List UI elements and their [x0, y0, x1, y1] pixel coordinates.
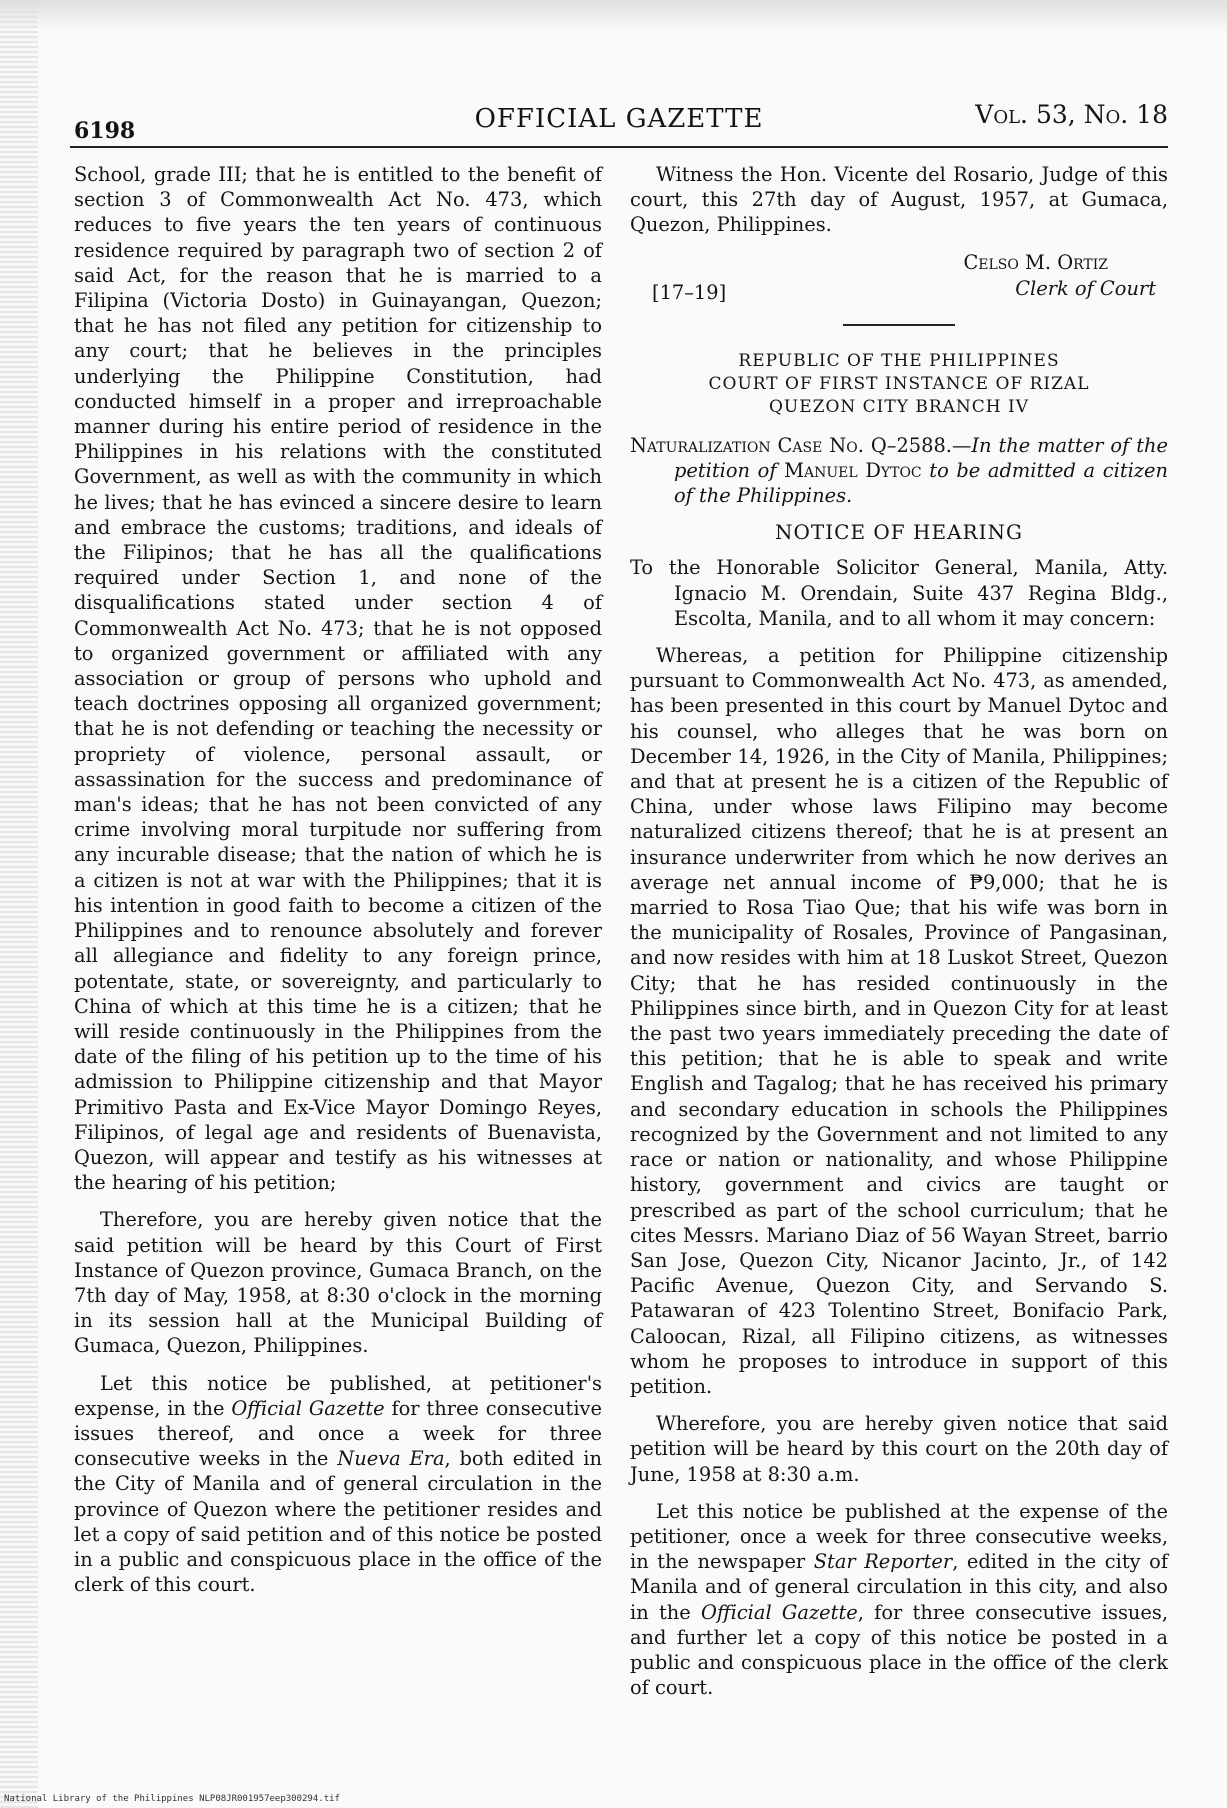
court-line-court: COURT OF FIRST INSTANCE OF RIZAL	[708, 373, 1090, 394]
gazette-title: OFFICIAL GAZETTE	[474, 104, 764, 134]
whereas-paragraph: Whereas, a petition for Philippine citizenship pursuant to Commonwealth Act No. 473, as amended, has been presented in this court by Manuel Dytoc and his counsel, who alleges that he was born on December 14, 1926, in the City of Manila, Philippines; and that at present he is a citizen of the Republic of China, under whose laws Filipino may become naturalized citizens thereof; that he is at present an insurance underwriter from which he now derives an average net annual income of ₱9,000; that he is married to Rosa Tiao Que; that his wife was born in the municipality of Rosales, Province of Pangasinan, and now resides with him at 18 Luskot Street, Quezon City; that he has resided continuously in the Philippines since birth, and in Quezon City for at least the past two years immediately preceding the date of this petition; that he is able to speak and write English and Tagalog; that he has received his primary and secondary education in schools the Philippines recognized by the Government and not limited to any race or nation or nationality, and whose Philippine history, government and civics are taught or prescribed as part of the school curriculum; that he cites Messrs. Mariano Diaz of 56 Wayan Street, barrio San Jose, Quezon City, Nicanor Jacinto, Jr., of 142 Pacific Avenue, Quezon City, and Servando S. Patawaran of 423 Tolentino Street, Bonifacio Park, Caloocan, Rizal, all Filipino citizens, as witnesses whom he proposes to introduce in support of this petition.	[630, 644, 1168, 1398]
right-column	[630, 162, 1168, 1712]
scan-top-noise	[0, 0, 1227, 30]
signatory-name: Celso M. Ortiz	[963, 250, 1108, 274]
publication-star-reporter: Star Reporter	[813, 1550, 953, 1574]
publication-nueva-era: Nueva Era	[337, 1447, 445, 1471]
petitioner-name: Manuel Dytoc	[784, 458, 922, 482]
addressee-paragraph: To the Honorable Solicitor General, Manila, Atty. Ignacio M. Orendain, Suite 437 Regina Bldg., Escolta, Manila, and to all whom it may concern:	[630, 556, 1168, 630]
wherefore-paragraph: Wherefore, you are hereby given notice that said petition will be heard by this court on the 20th day of June, 1958 at 8:30 a.m.	[630, 1412, 1168, 1486]
scan-edge-noise	[0, 0, 38, 1808]
scan-footer: National Library of the Philippines NLP08JR001957eep300294.tif	[4, 1794, 340, 1804]
witness-paragraph: Witness the Hon. Vicente del Rosario, Judge of this court, this 27th day of August, 1957, at Gumaca, Quezon, Philippines.	[630, 163, 1168, 237]
publication-official-gazette: Official Gazette	[231, 1396, 385, 1420]
case-label: Naturalization Case No. Q–2588.—	[630, 433, 972, 457]
publication-order-paragraph: Let this notice be published at the expense of the petitioner, once a week for three consecutive weeks, in the newspaper Star Reporter, edited in the city of Manila and of general circulation in this city, and also in the Official Gazette, for three consecutive issues, and further let a copy of this notice be posted in a public and conspicuous place in the office of the clerk of court.	[630, 1499, 1168, 1700]
page-header	[70, 100, 1168, 148]
court-line-republic: REPUBLIC OF THE PHILIPPINES	[738, 350, 1060, 371]
signature-block	[630, 250, 1168, 312]
issue-reference: [17–19]	[652, 280, 727, 304]
therefore-paragraph: Therefore, you are hereby given notice that the said petition will be heard by this Court of First Instance of Quezon province, Gumaca Branch, on the 7th day of May, 1958, at 8:30 o'clock in the morning in its session hall at the Municipal Building of Gumaca, Quezon, Philippines.	[74, 1208, 602, 1358]
court-line-branch: QUEZON CITY BRANCH IV	[768, 396, 1030, 417]
court-header	[630, 350, 1168, 419]
publication-paragraph: Let this notice be published, at petitioner's expense, in the Official Gazette for three consecutive issues thereof, and once a week for three consecutive weeks in the Nueva Era, both edited in the City of Manila and of general circulation in the province of Quezon where the petitioner resides and let a copy of said petition and of this notice be posted in a public and conspicuous place in the office of the clerk of this court.	[74, 1371, 602, 1597]
publication-official-gazette-right: Official Gazette	[700, 1600, 858, 1624]
left-column	[74, 162, 602, 1609]
volume-info: Vol. 53, No. 18	[975, 100, 1168, 129]
page-number: 6198	[74, 118, 136, 144]
section-divider	[843, 324, 955, 326]
case-title: Naturalization Case No. Q–2588.—In the matter of the petition of Manuel Dytoc to be admitted a citizen of the Philippines.	[630, 433, 1168, 508]
signatory-title: Clerk of Court	[1015, 276, 1156, 300]
notice-heading: NOTICE OF HEARING	[775, 520, 1023, 545]
petition-allegations-text: School, grade III; that he is entitled to the benefit of section 3 of Commonwealth Act No. 473, which reduces to five years the ten years of continuous residence required by paragraph two of section 2 of said Act, for the reason that he is married to a Filipina (Victoria Dosto) in Guinayangan, Quezon; that he has not filed any petition for citizenship to any court; that he believes in the principles underlying the Philippine Constitution, had conducted himself in a proper and irreproachable manner during his entire period of residence in the Philippines in his relations with the constituted Government, as well as with the community in which he lives; that he has evinced a sincere desire to learn and embrace the customs; traditions, and ideals of the Filipinos; that he has all the qualifications required under Section 1, and none of the disqualifications stated under section 4 of Commonwealth Act No. 473; that he is not opposed to organized government or affiliated with any association or group of persons who uphold and teach doctrines opposing all organized government; that he is not defending or teaching the necessity or propriety of violence, personal assault, or assassination for the success and predominance of man's ideas; that he has not been convicted of any crime involving moral turpitude nor suffering from any incurable disease; that the nation of which he is a citizen is not at war with the Philippines; that it is his intention in good faith to become a citizen of the Philippines and to renounce absolutely and forever all allegiance and fidelity to any foreign prince, potentate, state, or sovereignty, and particularly to China of which at this time he is a citizen; that he will reside continuously in the Philippines from the date of the filing of his petition up to the time of his admission to Philippine citizenship and that Mayor Primitivo Pasta and Ex-Vice Mayor Domingo Reyes, Filipinos, of legal age and residents of Buenavista, Quezon, will appear and testify as his witnesses at the hearing of his petition;	[74, 163, 602, 1195]
